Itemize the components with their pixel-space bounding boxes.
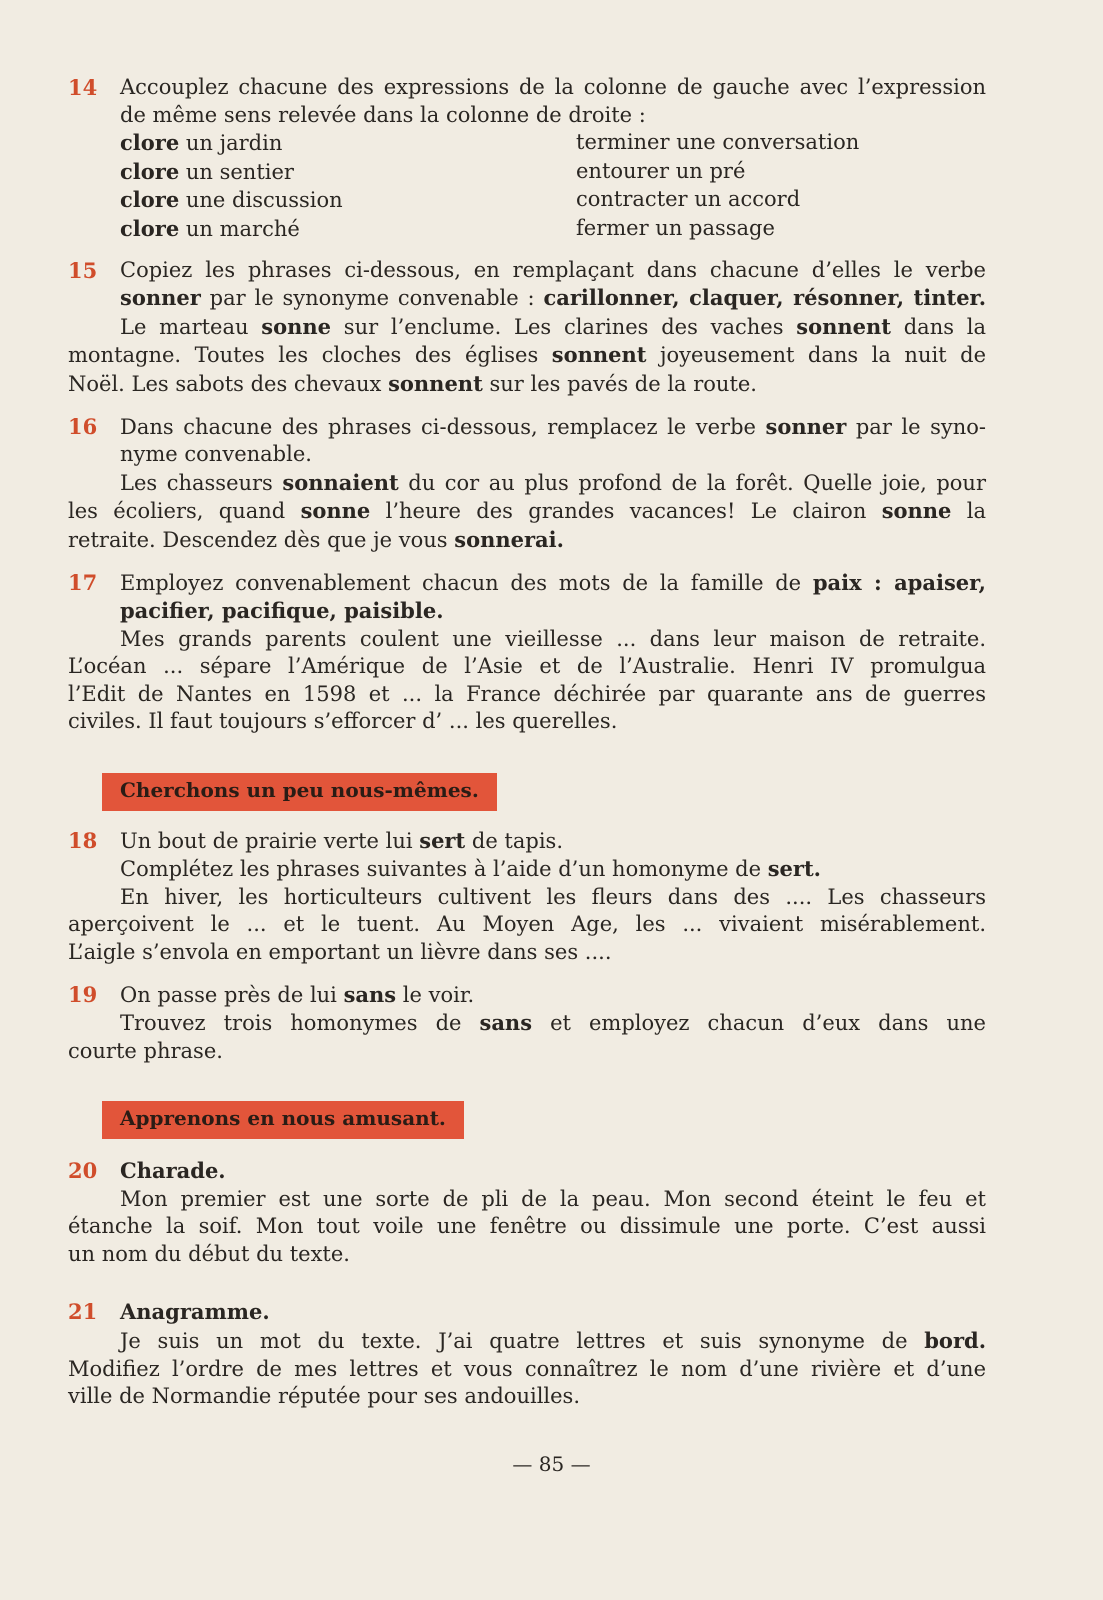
text-line: Modifiez l’ordre de mes lettres et vous connaîtrez le nom d’une rivière et d’une bbox=[68, 1356, 986, 1381]
instruction-line: Dans chacune des phrases ci-dessous, remplacez le verbe sonner par le syno- bbox=[120, 413, 987, 439]
exercise-20 bbox=[68, 1157, 986, 1268]
section-banner: Apprenons en nous amusant. bbox=[102, 1101, 464, 1139]
left-expression: clore un marché bbox=[120, 215, 300, 241]
text-line: civiles. Il faut toujours s’efforcer d’ ... les querelles. bbox=[68, 709, 618, 734]
instruction-line: pacifier, pacifique, paisible. bbox=[120, 598, 444, 624]
exercise-17 bbox=[68, 569, 986, 737]
text-line: un nom du début du texte. bbox=[68, 1241, 350, 1266]
text-line: Je suis un mot du texte. J’ai quatre lettres et suis synonyme de bord. bbox=[120, 1327, 986, 1353]
text-line: ville de Normandie réputée pour ses andouilles. bbox=[68, 1384, 581, 1409]
exercise-title: Anagramme. bbox=[120, 1299, 270, 1325]
left-expression: clore un jardin bbox=[120, 130, 283, 156]
instruction-line: Complétez les phrases suivantes à l’aide d’un homonyme de sert. bbox=[120, 856, 821, 882]
text-line: Mon premier est une sorte de pli de la peau. Mon second éteint le feu et bbox=[120, 1186, 986, 1211]
exercise-number: 17 bbox=[68, 569, 98, 595]
section-banner: Cherchons un peu nous-mêmes. bbox=[102, 773, 497, 811]
instruction-line: nyme convenable. bbox=[120, 442, 312, 467]
text-line: L’aigle s’envola en emportant un lièvre dans ses .... bbox=[68, 940, 612, 965]
text-line: retraite. Descendez dès que je vous sonnerai. bbox=[68, 526, 564, 552]
exercise-16 bbox=[68, 413, 986, 555]
exercise-number: 19 bbox=[68, 981, 98, 1007]
text-line: En hiver, les horticulteurs cultivent les fleurs dans des .... Les chasseurs bbox=[120, 884, 986, 909]
text-line: les écoliers, quand sonne l’heure des grandes vacances! Le clairon sonne la bbox=[68, 498, 986, 524]
right-expression: fermer un passage bbox=[576, 215, 775, 240]
right-expression: entourer un pré bbox=[576, 158, 746, 183]
exercise-18 bbox=[68, 827, 986, 967]
instruction-line: Employez convenablement chacun des mots de la famille de paix : apaiser, bbox=[120, 569, 986, 595]
text-line: Un bout de prairie verte lui sert de tapis. bbox=[120, 827, 563, 853]
exercise-number: 14 bbox=[68, 75, 98, 100]
instruction-line: Accouplez chacune des expressions de la colonne de gauche avec l’expression bbox=[120, 75, 986, 99]
exercise-19 bbox=[68, 981, 986, 1066]
exercise-title: Charade. bbox=[120, 1158, 226, 1183]
page-content bbox=[68, 74, 986, 1411]
instruction-line: Trouvez trois homonymes de sans et employez chacun d’eux dans une bbox=[120, 1010, 986, 1036]
text-line: L’océan ... sépare l’Amérique de l’Asie et de l’Australie. Henri IV promulgua bbox=[68, 654, 986, 679]
instruction-line: sonner par le synonyme convenable : carillonner, claquer, résonner, tinter. bbox=[120, 285, 987, 311]
text-line: l’Edit de Nantes en 1598 et ... la France déchirée par quarante ans de guerres bbox=[68, 681, 986, 706]
text-line: montagne. Toutes les cloches des églises sonnent joyeusement dans la nuit de bbox=[68, 342, 986, 368]
left-expression: clore un sentier bbox=[120, 158, 294, 184]
text-line: Mes grands parents coulent une vieillesse ... dans leur maison de retraite. bbox=[120, 626, 986, 651]
text-line: Noël. Les sabots des chevaux sonnent sur les pavés de la route. bbox=[68, 370, 757, 396]
exercise-number: 20 bbox=[68, 1158, 98, 1183]
exercise-number: 16 bbox=[68, 413, 98, 439]
instruction-line: de même sens relevée dans la colonne de droite : bbox=[120, 102, 646, 127]
exercise-number: 18 bbox=[68, 827, 98, 853]
section-banner-row bbox=[68, 1101, 986, 1139]
exercise-number: 15 bbox=[68, 257, 98, 283]
text-line: Les chasseurs sonnaient du cor au plus profond de la forêt. Quelle joie, pour bbox=[120, 469, 986, 495]
instruction-line: courte phrase. bbox=[68, 1038, 223, 1063]
right-expression: terminer une conversation bbox=[576, 130, 860, 155]
left-expression: clore une discussion bbox=[120, 187, 343, 213]
text-line: étanche la soif. Mon tout voile une fenêtre ou dissimule une porte. C’est aussi bbox=[68, 1214, 986, 1239]
exercise-number: 21 bbox=[68, 1299, 98, 1325]
text-line: Le marteau sonne sur l’enclume. Les clarines des vaches sonnent dans la bbox=[120, 313, 987, 339]
exercise-15 bbox=[68, 257, 986, 399]
right-expression: contracter un accord bbox=[576, 187, 801, 212]
exercise-21 bbox=[68, 1298, 986, 1410]
expression-columns bbox=[68, 129, 986, 243]
text-line: On passe près de lui sans le voir. bbox=[120, 981, 475, 1007]
text-line: aperçoivent le ... et le tuent. Au Moyen Age, les ... vivaient misérablement. bbox=[68, 912, 986, 937]
page-number: — 85 — bbox=[512, 1452, 591, 1476]
instruction-line: Copiez les phrases ci-dessous, en remplaçant dans chacune d’elles le verbe bbox=[120, 257, 986, 282]
exercise-14 bbox=[68, 74, 986, 244]
section-banner-row bbox=[68, 773, 986, 811]
